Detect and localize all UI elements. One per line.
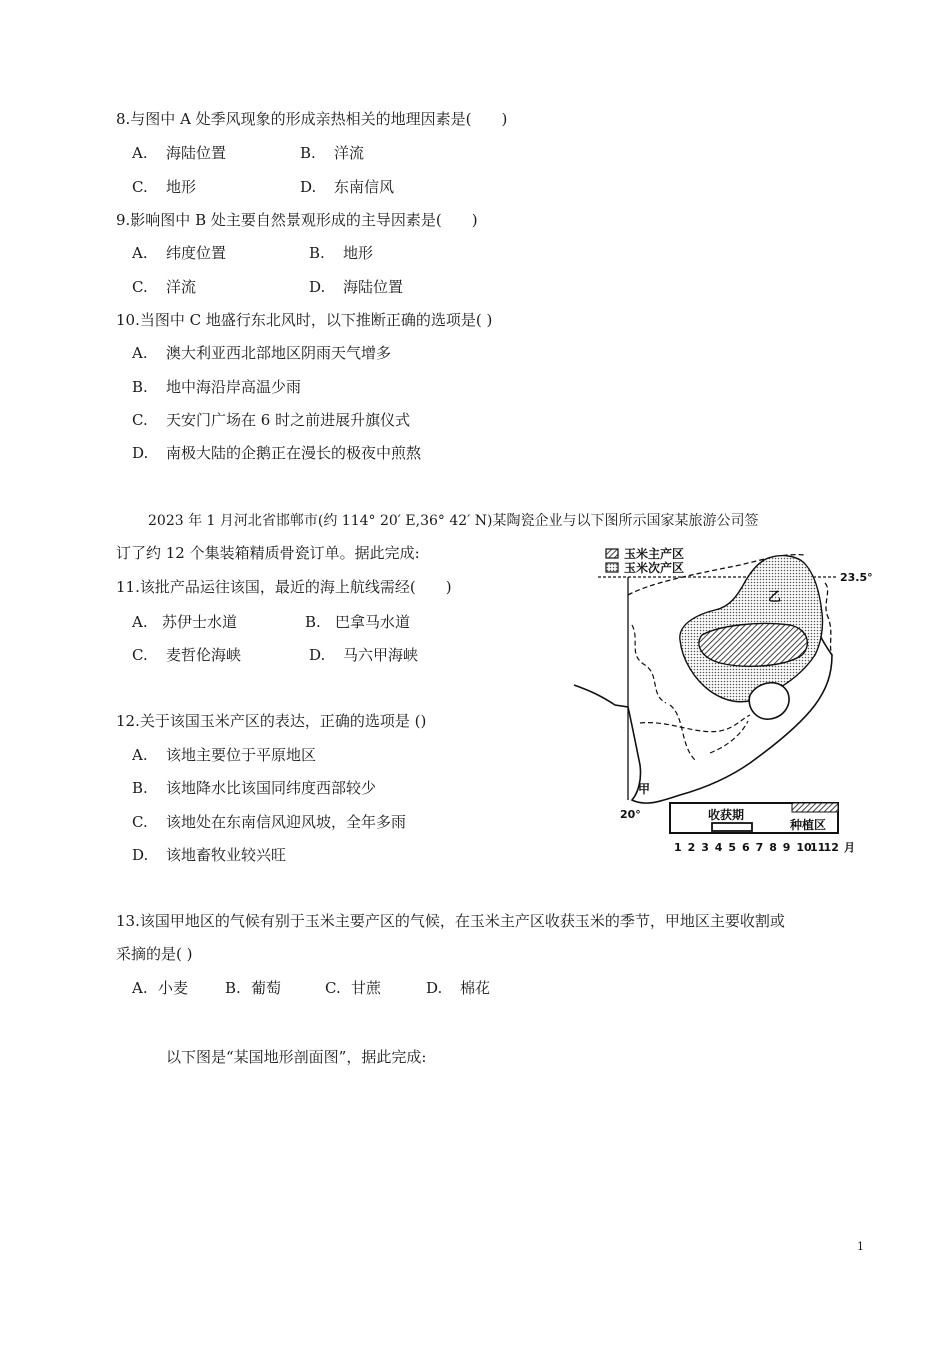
option-text: 苏伊士水道 <box>162 613 238 631</box>
month-tick-label: 4 <box>714 841 723 854</box>
place-label-jia: 甲 <box>638 782 651 796</box>
province-border <box>710 721 748 753</box>
q9-stem: 9.影响图中 B 处主要自然景观形成的主导因素是( ) <box>116 211 478 229</box>
meridian-label: 20° <box>620 808 641 821</box>
q12-option-d <box>132 845 286 865</box>
option-text: 地形 <box>343 244 374 262</box>
q9-option-d <box>309 277 403 297</box>
q12-option-c <box>132 812 406 832</box>
month-tick-label: 7 <box>755 841 764 854</box>
intro-passage-line-1: 2023 年 1 月河北省邯郸市(约 114° 20′ E,36° 42′ N)某陶瓷企业与以下图所示国家某旅游公司签 <box>148 513 759 529</box>
option-label: C. <box>325 979 341 997</box>
place-label-yi: 乙 <box>768 590 782 605</box>
q10-option-b <box>132 377 301 397</box>
intro-passage-2: 以下图是“某国地形剖面图”，据此完成: <box>166 1048 427 1066</box>
q13-option-b <box>225 978 281 998</box>
option-text: 甘蔗 <box>351 979 382 997</box>
q12-option-b <box>132 778 376 798</box>
option-label: C. <box>132 646 148 664</box>
option-text: 南极大陆的企鹅正在漫长的极夜中煎熬 <box>166 444 422 462</box>
option-label: D. <box>300 178 317 196</box>
option-text: 地形 <box>166 178 197 196</box>
option-text: 天安门广场在 6 时之前进展升旗仪式 <box>166 411 411 429</box>
province-border <box>670 705 695 760</box>
east-border <box>825 583 832 655</box>
option-label: C. <box>132 178 148 196</box>
legend-main-label: 玉米主产区 <box>624 547 685 561</box>
q8-stem: 8.与图中 A 处季风现象的形成亲热相关的地理因素是( ) <box>116 110 508 128</box>
harvest-label: 收获期 <box>708 808 745 822</box>
option-label: A. <box>132 144 148 162</box>
option-label: B. <box>225 979 241 997</box>
q12-stem: 12.关于该国玉米产区的表达，正确的选项是 () <box>116 712 427 730</box>
planting-label: 种植区 <box>790 818 827 832</box>
option-label: A. <box>132 613 148 631</box>
legend-secondary-swatch <box>606 563 618 572</box>
option-label: A. <box>132 344 148 362</box>
q10-option-d <box>132 443 421 463</box>
option-text: 马六甲海峡 <box>343 646 419 664</box>
q11-option-c <box>132 645 241 665</box>
province-border <box>632 625 666 703</box>
q13-option-d <box>426 978 490 998</box>
q11-option-a <box>132 612 237 632</box>
q11-stem: 11.该批产品运往该国，最近的海上航线需经( ) <box>116 578 452 596</box>
q13-stem-line-1: 13.该国甲地区的气候有别于玉米主要产区的气候，在玉米主产区收获玉米的季节，甲地区主要收割或 <box>116 912 785 930</box>
option-text: 小麦 <box>158 979 189 997</box>
option-label: B. <box>309 244 325 262</box>
legend-main-swatch <box>606 549 618 558</box>
q9-option-b <box>309 243 373 263</box>
month-tick-label: 8 <box>769 841 777 854</box>
option-text: 东南信风 <box>334 178 395 196</box>
q9-option-c <box>132 277 196 297</box>
lesotho-enclave <box>749 683 789 719</box>
q12-option-a <box>132 745 316 765</box>
option-label: D. <box>309 278 326 296</box>
option-label: D. <box>309 646 326 664</box>
month-tick-label: 5 <box>728 841 737 854</box>
month-tick-label: 10 <box>796 841 812 854</box>
option-label: B. <box>305 613 321 631</box>
q9-option-a <box>132 243 226 263</box>
option-label: A. <box>132 746 148 764</box>
option-label: B. <box>132 378 148 396</box>
option-label: A. <box>132 244 148 262</box>
month-tick-label: 2 <box>687 841 696 854</box>
q13-option-c <box>325 978 381 998</box>
month-tick-label: 12 <box>823 841 839 854</box>
option-label: D. <box>132 846 149 864</box>
option-label: D. <box>132 444 149 462</box>
option-label: C. <box>132 813 148 831</box>
q8-option-b <box>300 143 364 163</box>
option-text: 澳大利亚西北部地区阴雨天气增多 <box>166 344 392 362</box>
option-text: 棉花 <box>460 979 491 997</box>
q13-stem-line-2: 采摘的是( ) <box>116 945 193 963</box>
month-tick-label: 3 <box>701 841 709 854</box>
option-text: 葡萄 <box>251 979 282 997</box>
q8-option-c <box>132 177 196 197</box>
option-label: C. <box>132 278 148 296</box>
tropic-label: 23.5° <box>840 571 873 584</box>
q11-option-b <box>305 612 410 632</box>
option-text: 该地处在东南信风迎风坡，全年多雨 <box>166 813 407 831</box>
page-number: 1 <box>857 1240 864 1253</box>
south-africa-corn-map <box>570 545 873 860</box>
legend-secondary-label: 玉米次产区 <box>624 561 685 575</box>
option-text: 该地畜牧业较兴旺 <box>166 846 287 864</box>
month-tick-label: 1 <box>674 841 682 854</box>
option-text: 海陆位置 <box>343 278 404 296</box>
option-text: 纬度位置 <box>166 244 227 262</box>
option-label: A. <box>132 979 148 997</box>
option-text: 该地主要位于平原地区 <box>166 746 317 764</box>
option-text: 巴拿马水道 <box>335 613 411 631</box>
month-tick-label: 9 <box>782 841 791 854</box>
province-border <box>640 715 750 732</box>
corn-main-region <box>699 623 807 666</box>
option-label: D. <box>426 979 443 997</box>
q11-option-d <box>309 645 418 665</box>
option-label: C. <box>132 411 148 429</box>
harvest-period-bar <box>712 823 752 831</box>
option-text: 海陆位置 <box>166 144 227 162</box>
option-text: 该地降水比该国同纬度西部较少 <box>166 779 377 797</box>
intro-passage-line-2: 订了约 12 个集装箱精质骨瓷订单。据此完成: <box>116 544 420 562</box>
option-text: 洋流 <box>334 144 365 162</box>
option-label: B. <box>132 779 148 797</box>
month-tick-label: 11 <box>810 841 826 854</box>
option-label: B. <box>300 144 316 162</box>
month-ticks <box>674 841 839 854</box>
month-tick-label: 6 <box>742 841 750 854</box>
option-text: 麦哲伦海峡 <box>166 646 242 664</box>
planting-period-bar <box>792 803 838 812</box>
q10-option-c <box>132 410 410 430</box>
q8-option-a <box>132 143 226 163</box>
option-text: 洋流 <box>166 278 197 296</box>
month-unit-label: 月 <box>844 841 855 854</box>
option-text: 地中海沿岸高温少雨 <box>166 378 302 396</box>
q8-option-d <box>300 177 394 197</box>
q10-option-a <box>132 343 391 363</box>
q13-option-a <box>132 978 188 998</box>
q10-stem: 10.当图中 C 地盛行东北风时，以下推断正确的选项是( ) <box>116 311 493 329</box>
